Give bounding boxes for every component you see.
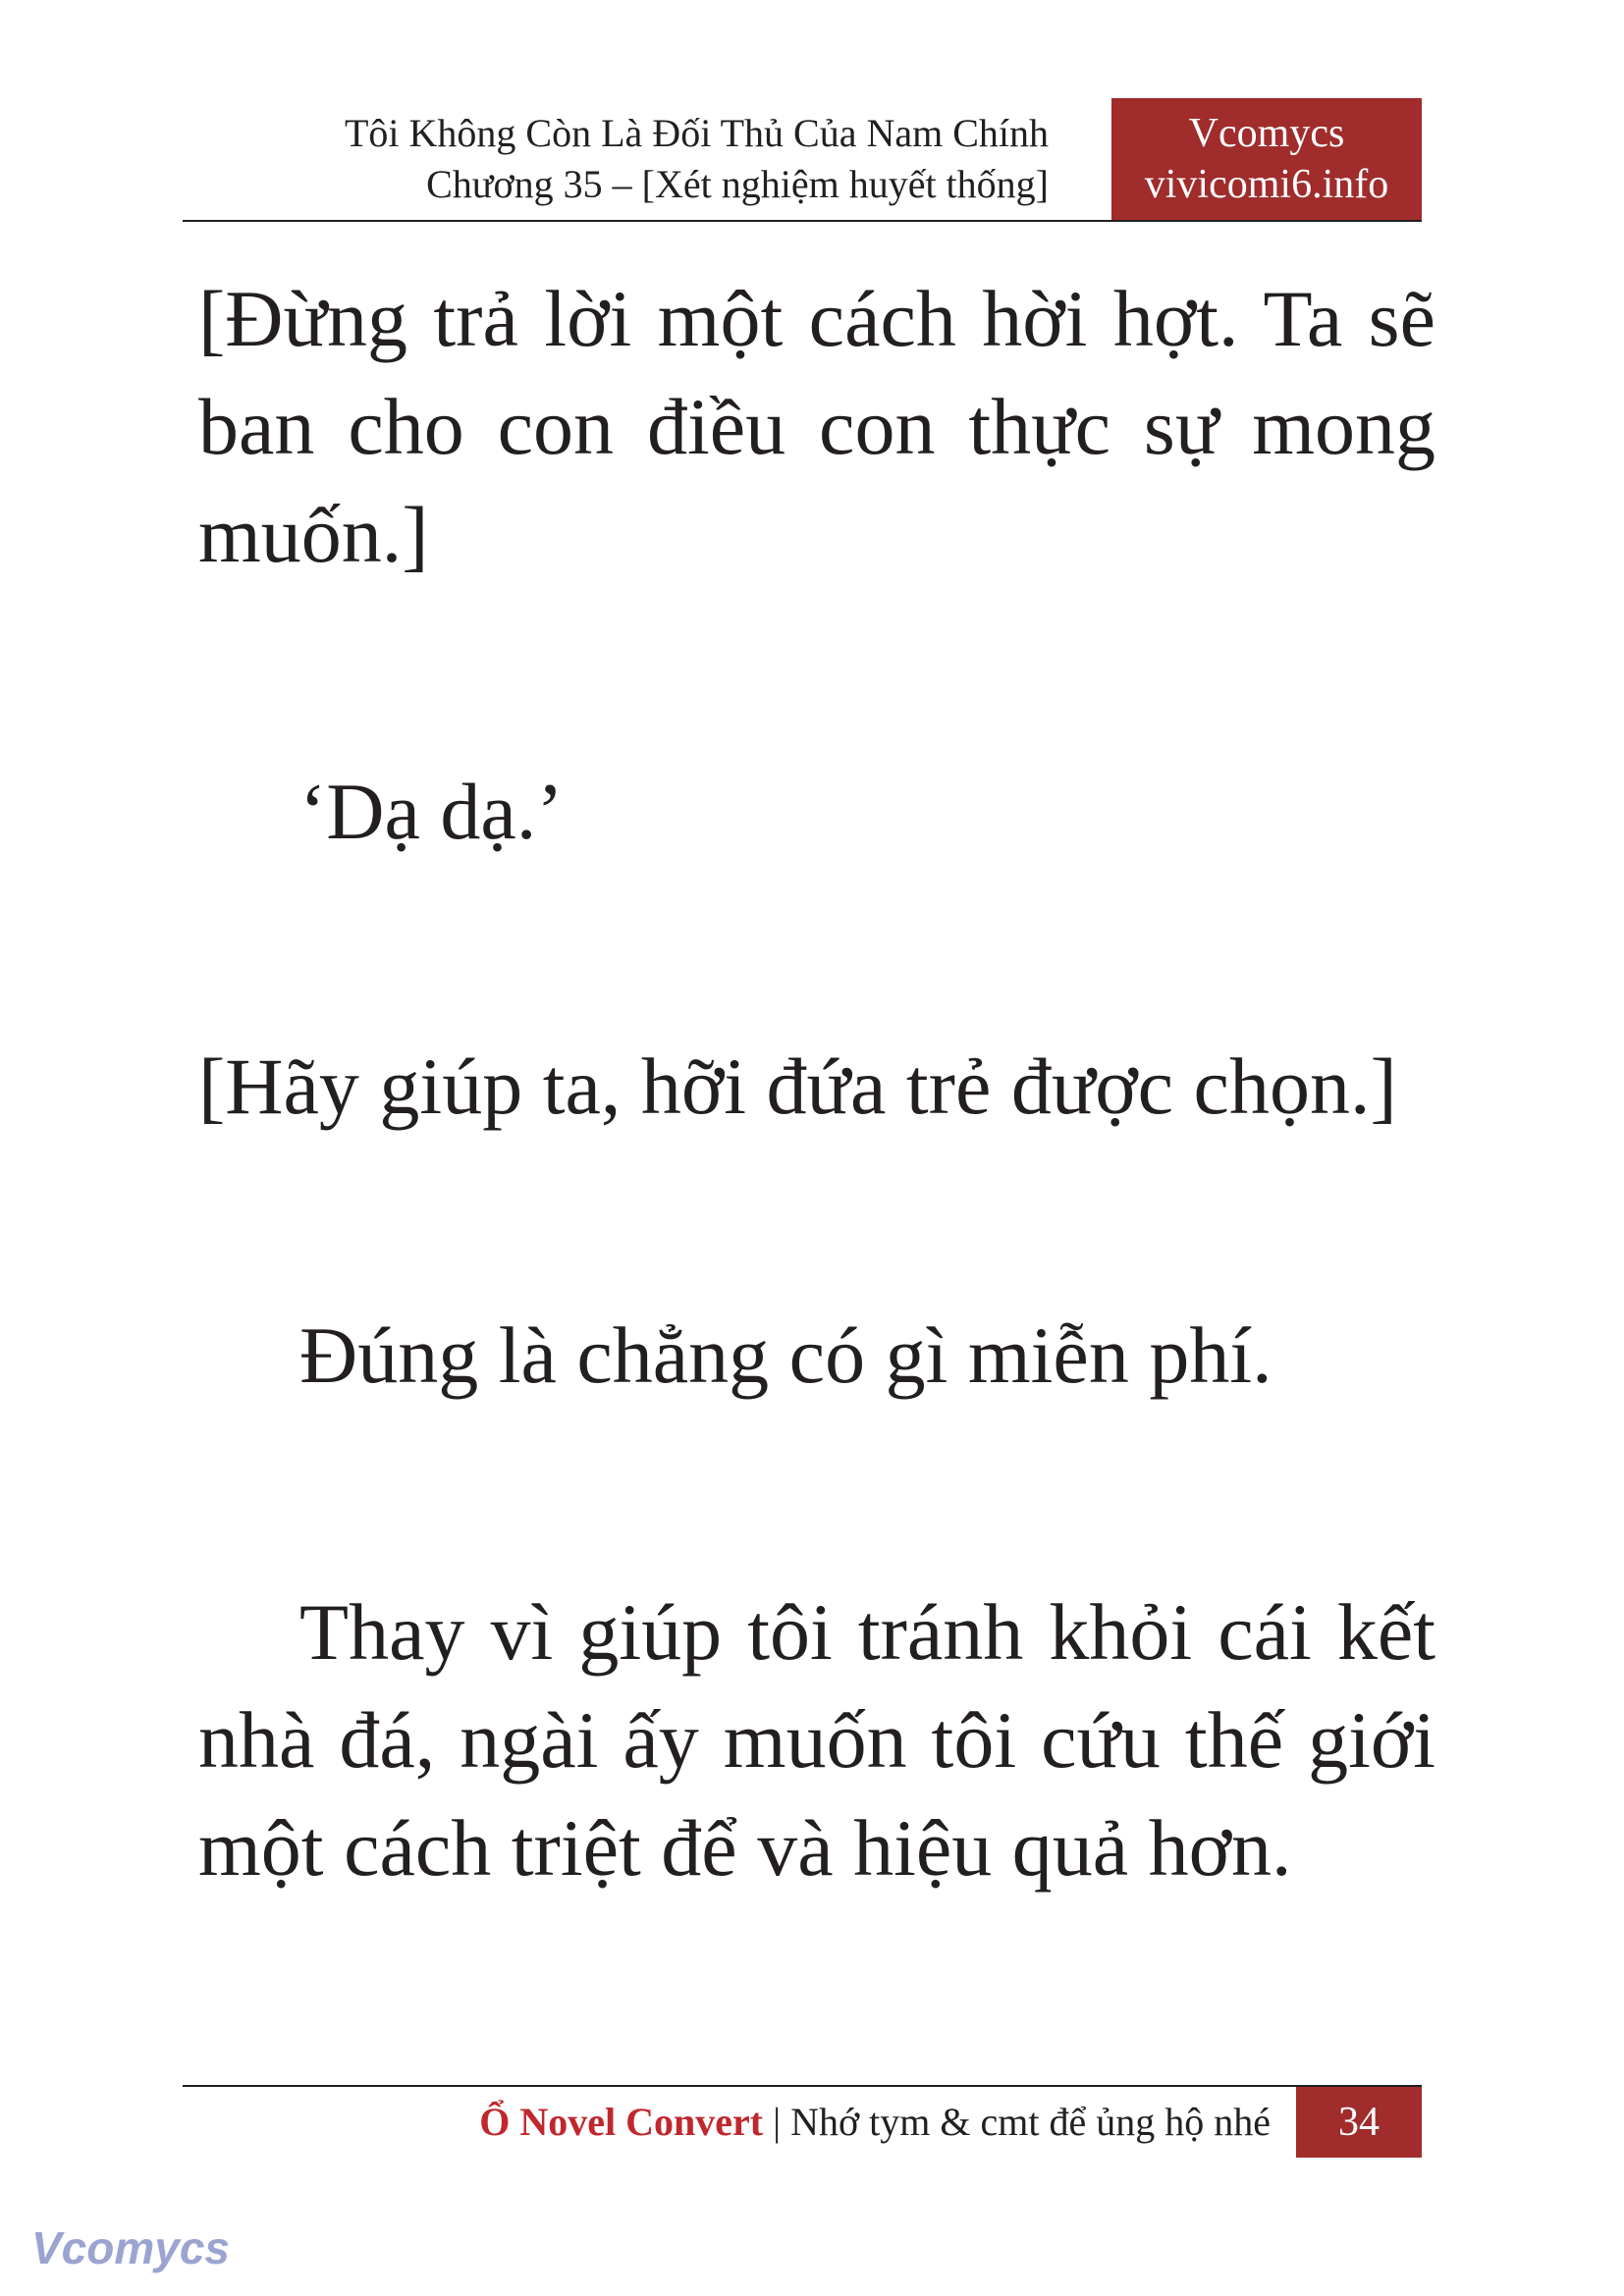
footer-message: Nhớ tym & cmt để ủng hộ nhé — [790, 2100, 1271, 2144]
page-number: 34 — [1296, 2087, 1422, 2158]
vcomycs-watermark-logo — [29, 2220, 245, 2279]
paragraph-2: ‘Dạ dạ.’ — [299, 767, 564, 856]
paragraph-3: [Hãy giúp ta, hỡi đứa trẻ được chọn.] — [198, 1041, 1397, 1131]
header-divider — [183, 220, 1422, 222]
chapter-title: Chương 35 – [Xét nghiệm huyết thống] — [426, 162, 1049, 206]
site-badge-name: Vcomycs — [1188, 111, 1345, 156]
page-footer — [183, 2087, 1422, 2158]
site-badge-url: vivicomi6.info — [1144, 162, 1389, 207]
footer-text — [183, 2087, 1288, 2158]
paragraph-4: Đúng là chẳng có gì miễn phí. — [299, 1310, 1272, 1400]
site-badge — [1111, 98, 1422, 220]
header-titles — [183, 98, 1111, 220]
watermark-logo-text: Vcomycs — [31, 2222, 231, 2273]
paragraph-5: Thay vì giúp tôi tránh khỏi cái kết nhà đá, ngài ấy muốn tôi cứu thế giới một cách triệt để và hiệu quả hơn. — [198, 1587, 1435, 1893]
footer-brand: Ổ Novel Convert — [479, 2100, 764, 2144]
page-header — [183, 98, 1422, 220]
footer-separator: | — [763, 2100, 791, 2144]
paragraph-1: [Đừng trả lời một cách hời hợt. Ta sẽ ban cho con điều con thực sự mong muốn.] — [198, 274, 1435, 579]
watermark-logo-graphic — [29, 2220, 245, 2279]
book-title: Tôi Không Còn Là Đối Thủ Của Nam Chính — [345, 111, 1049, 155]
